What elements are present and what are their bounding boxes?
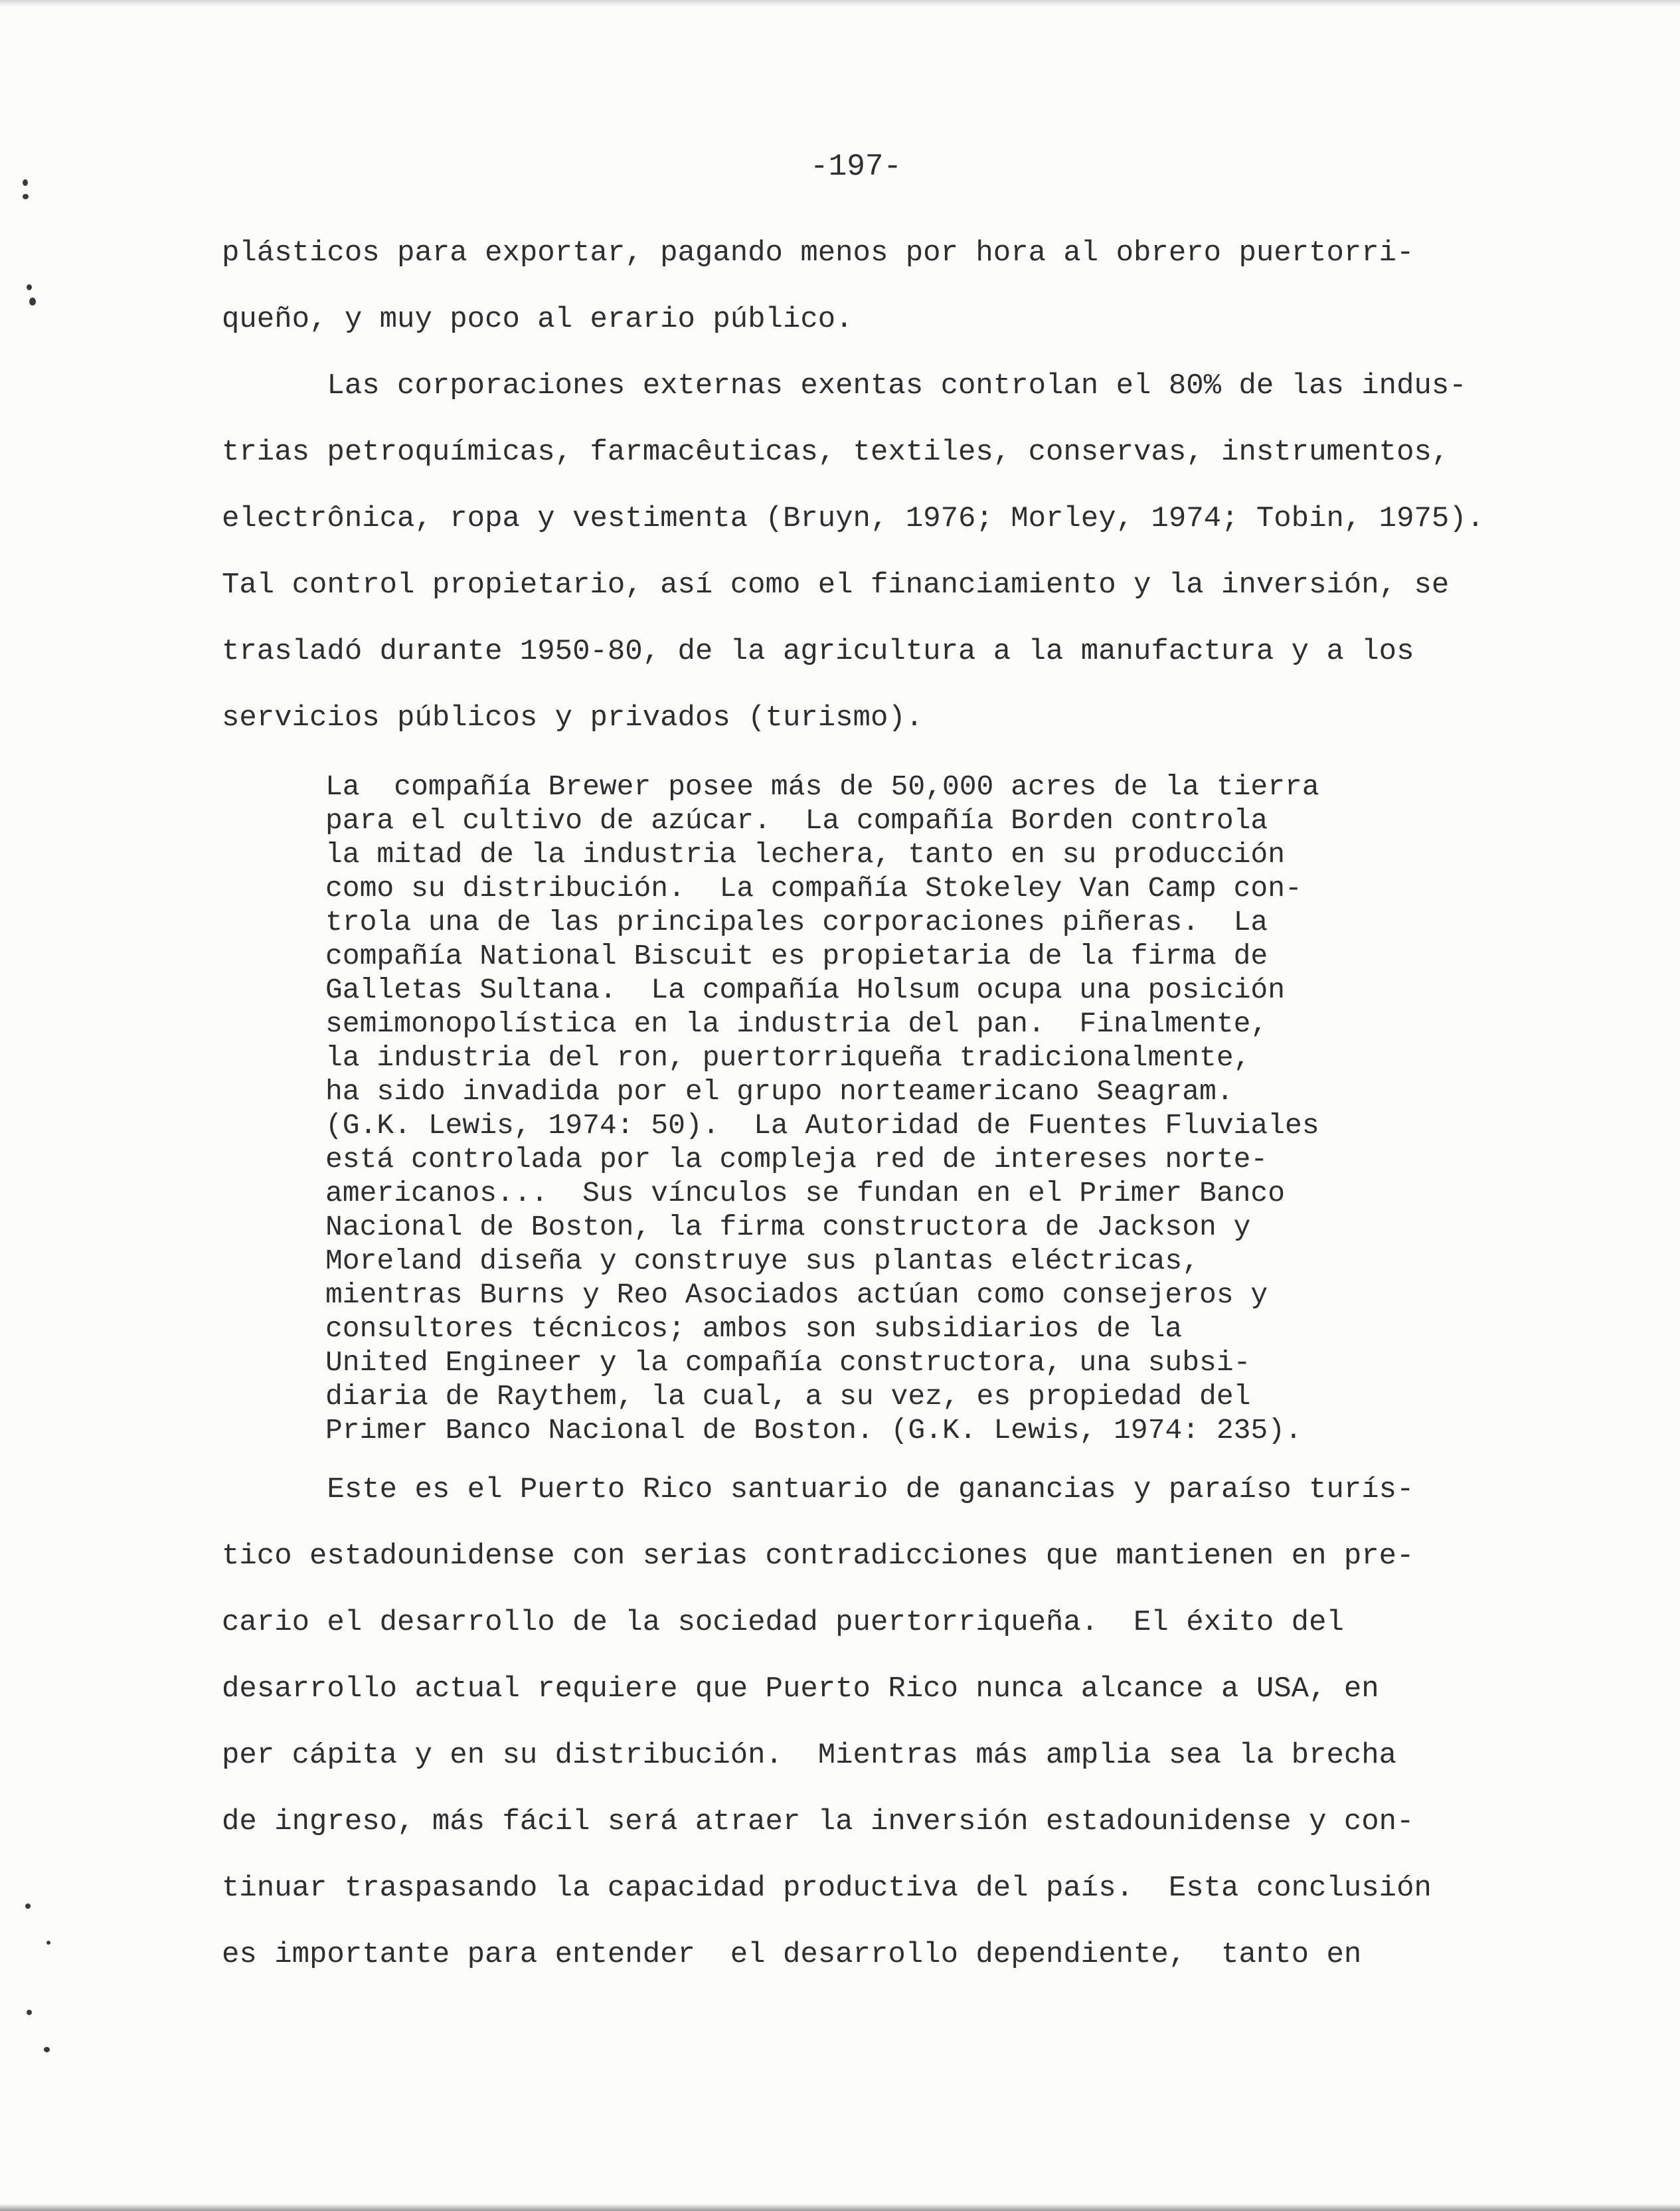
- quote-line: Galletas Sultana. La compañía Holsum ocupa una posición: [325, 974, 1286, 1006]
- body-line: servicios públicos y privados (turismo).: [222, 701, 924, 735]
- body-line: tinuar traspasando la capacidad productiva del país. Esta conclusión: [222, 1872, 1432, 1905]
- margin-mark: [25, 1903, 31, 1909]
- body-line: trasladó durante 1950-80, de la agricultura a la manufactura y a los: [222, 635, 1414, 668]
- quote-line: (G.K. Lewis, 1974: 50). La Autoridad de Fuentes Fluviales: [325, 1109, 1319, 1142]
- page-bottom-edge: [0, 2204, 1680, 2211]
- quote-line: está controlada por la compleja red de intereses norte-: [325, 1143, 1268, 1176]
- margin-mark: [46, 1941, 50, 1945]
- body-line: desarrollo actual requiere que Puerto Rico nunca alcance a USA, en: [222, 1672, 1379, 1706]
- margin-mark: [27, 2010, 32, 2015]
- quote-line: mientras Burns y Reo Asociados actúan como consejeros y: [325, 1279, 1268, 1311]
- page-number: -197-: [810, 149, 902, 184]
- body-line: Tal control propietario, así como el financiamiento y la inversión, se: [222, 569, 1450, 602]
- body-line: queño, y muy poco al erario público.: [222, 303, 853, 336]
- body-line: Este es el Puerto Rico santuario de ganancias y paraíso turís-: [222, 1473, 1414, 1506]
- margin-mark: [29, 298, 36, 306]
- quote-line: La compañía Brewer posee más de 50,000 acres de la tierra: [325, 770, 1319, 803]
- quote-line: compañía National Biscuit es propietaria de la firma de: [325, 940, 1268, 972]
- body-line: es importante para entender el desarrollo dependiente, tanto en: [222, 1938, 1362, 1971]
- margin-mark: [23, 194, 29, 199]
- quote-line: consultores técnicos; ambos son subsidiarios de la: [325, 1312, 1183, 1345]
- quote-line: la mitad de la industria lechera, tanto en su producción: [325, 838, 1286, 871]
- body-line: tico estadounidense con serias contradicciones que mantienen en pre-: [222, 1540, 1414, 1573]
- body-line: trias petroquímicas, farmacêuticas, textiles, conservas, instrumentos,: [222, 436, 1450, 469]
- quote-line: United Engineer y la compañía constructora, una subsi-: [325, 1346, 1251, 1379]
- margin-mark: [27, 284, 32, 290]
- quote-line: para el cultivo de azúcar. La compañía Borden controla: [325, 804, 1268, 837]
- quote-line: Nacional de Boston, la firma constructora de Jackson y: [325, 1211, 1251, 1243]
- body-line: Las corporaciones externas exentas controlan el 80% de las indus-: [222, 369, 1467, 402]
- page-top-edge: [0, 0, 1680, 7]
- quote-line: americanos... Sus vínculos se fundan en el Primer Banco: [325, 1177, 1286, 1209]
- quote-line: como su distribución. La compañía Stokeley Van Camp con-: [325, 872, 1302, 905]
- quote-line: Primer Banco Nacional de Boston. (G.K. Lewis, 1974: 235).: [325, 1414, 1302, 1447]
- body-line: per cápita y en su distribución. Mientras más amplia sea la brecha: [222, 1739, 1397, 1772]
- quote-line: trola una de las principales corporaciones piñeras. La: [325, 906, 1268, 938]
- body-line: cario el desarrollo de la sociedad puertorriqueña. El éxito del: [222, 1606, 1344, 1639]
- margin-mark: [23, 179, 28, 186]
- quote-line: diaria de Raythem, la cual, a su vez, es propiedad del: [325, 1380, 1251, 1413]
- margin-mark: [44, 2047, 50, 2052]
- quote-line: Moreland diseña y construye sus plantas eléctricas,: [325, 1245, 1200, 1277]
- quote-line: ha sido invadida por el grupo norteamericano Seagram.: [325, 1075, 1234, 1108]
- body-line: de ingreso, más fácil será atraer la inversión estadounidense y con-: [222, 1805, 1414, 1838]
- quote-line: semimonopolística en la industria del pan. Finalmente,: [325, 1008, 1268, 1040]
- body-line: electrônica, ropa y vestimenta (Bruyn, 1976; Morley, 1974; Tobin, 1975).: [222, 502, 1485, 535]
- body-line: plásticos para exportar, pagando menos por hora al obrero puertorri-: [222, 236, 1414, 270]
- quote-line: la industria del ron, puertorriqueña tradicionalmente,: [325, 1041, 1251, 1074]
